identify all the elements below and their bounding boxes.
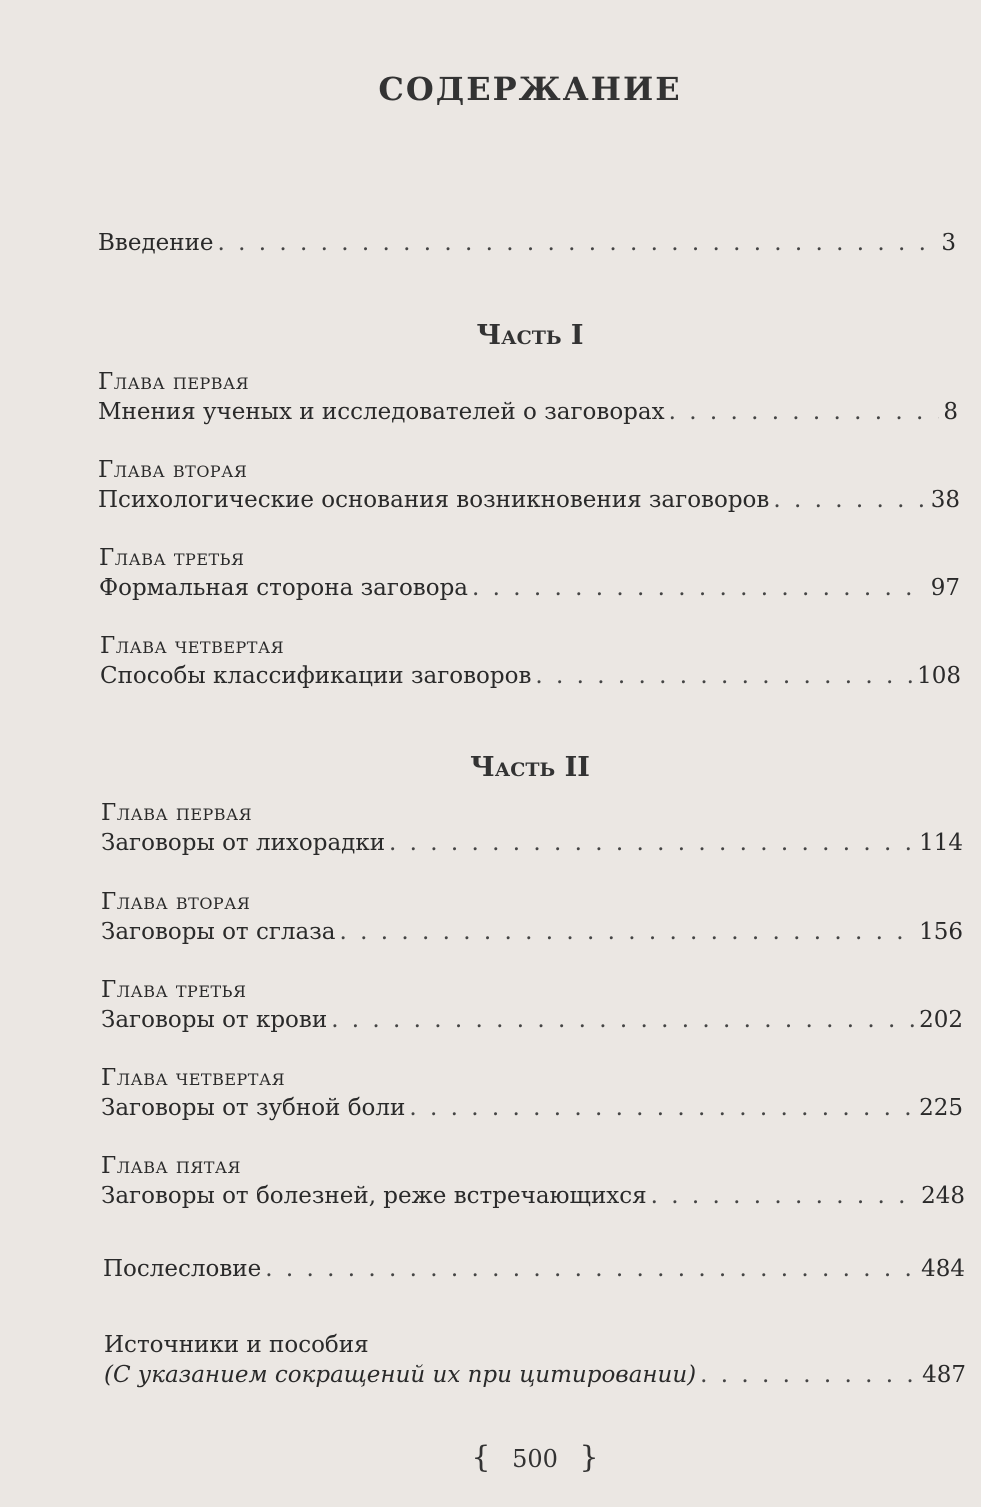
chapter-label: Глава первая bbox=[101, 800, 253, 826]
leader-dots bbox=[773, 485, 926, 515]
part-heading-2: Часть II bbox=[470, 752, 590, 783]
entry-title: Заговоры от лихорадки bbox=[101, 830, 386, 856]
leader-dots bbox=[409, 1093, 915, 1123]
toc-entry-sources[interactable] bbox=[104, 1330, 966, 1390]
page-number: 225 bbox=[919, 1095, 963, 1121]
chapter-label: Глава четвертая bbox=[101, 1065, 286, 1091]
entry-title: Мнения ученых и исследователей о заговорах bbox=[98, 399, 665, 425]
leader-dots bbox=[669, 397, 940, 427]
leader-dots bbox=[535, 661, 913, 691]
entry-title: Формальная сторона заговора bbox=[99, 575, 469, 601]
entry-title: Способы классификации заговоров bbox=[100, 663, 532, 689]
leader-dots bbox=[472, 573, 927, 603]
leader-dots bbox=[339, 917, 915, 947]
toc-entry-part2-ch4[interactable] bbox=[101, 1063, 963, 1123]
folio-number: 500 bbox=[512, 1445, 558, 1473]
leader-dots bbox=[218, 228, 938, 258]
entry-title: Заговоры от сглаза bbox=[101, 919, 336, 945]
leader-dots bbox=[265, 1254, 917, 1284]
page-number: 202 bbox=[919, 1007, 963, 1033]
chapter-label: Глава пятая bbox=[101, 1153, 241, 1179]
page-number: 38 bbox=[930, 487, 960, 513]
page-title: СОДЕРЖАНИЕ bbox=[378, 70, 682, 108]
entry-title: Введение bbox=[98, 230, 214, 256]
chapter-label: Глава первая bbox=[98, 369, 250, 395]
toc-entry-part2-ch2[interactable] bbox=[101, 887, 963, 947]
toc-entry-part1-ch3[interactable] bbox=[99, 543, 960, 603]
page-number: 8 bbox=[943, 399, 958, 425]
page-number: 108 bbox=[917, 663, 961, 689]
entry-title: Источники и пособия bbox=[104, 1332, 369, 1358]
entry-title: Психологические основания возникновения заговоров bbox=[98, 487, 770, 513]
page-number: 248 bbox=[921, 1183, 965, 1209]
page-folio bbox=[0, 1440, 981, 1475]
page-number: 484 bbox=[921, 1256, 965, 1282]
chapter-label: Глава третья bbox=[101, 977, 247, 1003]
entry-title: Послесловие bbox=[103, 1256, 262, 1282]
entry-title: Заговоры от крови bbox=[101, 1007, 328, 1033]
toc-entry-part2-ch1[interactable] bbox=[101, 798, 963, 858]
chapter-label: Глава третья bbox=[99, 545, 245, 571]
entry-subtitle: (С указанием сокращений их при цитировании) bbox=[104, 1362, 697, 1388]
page-number: 3 bbox=[941, 230, 956, 256]
chapter-label: Глава четвертая bbox=[100, 633, 285, 659]
folio-close-brace: } bbox=[579, 1440, 599, 1475]
leader-dots bbox=[331, 1005, 915, 1035]
folio-open-brace: { bbox=[471, 1440, 491, 1475]
toc-entry-part2-ch5[interactable] bbox=[101, 1151, 965, 1211]
toc-entry-part1-ch1[interactable] bbox=[98, 367, 958, 427]
toc-entry-part1-ch2[interactable] bbox=[98, 455, 960, 515]
toc-entry-afterword[interactable] bbox=[103, 1254, 965, 1284]
chapter-label: Глава вторая bbox=[98, 457, 248, 483]
toc-entry-part2-ch3[interactable] bbox=[101, 975, 963, 1035]
entry-title: Заговоры от болезней, реже встречающихся bbox=[101, 1183, 647, 1209]
toc-entry-intro[interactable] bbox=[98, 228, 956, 258]
page-number: 97 bbox=[930, 575, 960, 601]
part-heading-1: Часть I bbox=[476, 320, 584, 351]
leader-dots bbox=[651, 1181, 917, 1211]
page-number: 487 bbox=[922, 1362, 966, 1388]
toc-entry-part1-ch4[interactable] bbox=[100, 631, 961, 691]
chapter-label: Глава вторая bbox=[101, 889, 251, 915]
entry-title: Заговоры от зубной боли bbox=[101, 1095, 406, 1121]
leader-dots bbox=[700, 1360, 918, 1390]
page-number: 114 bbox=[919, 830, 963, 856]
page-number: 156 bbox=[919, 919, 963, 945]
leader-dots bbox=[389, 828, 915, 858]
